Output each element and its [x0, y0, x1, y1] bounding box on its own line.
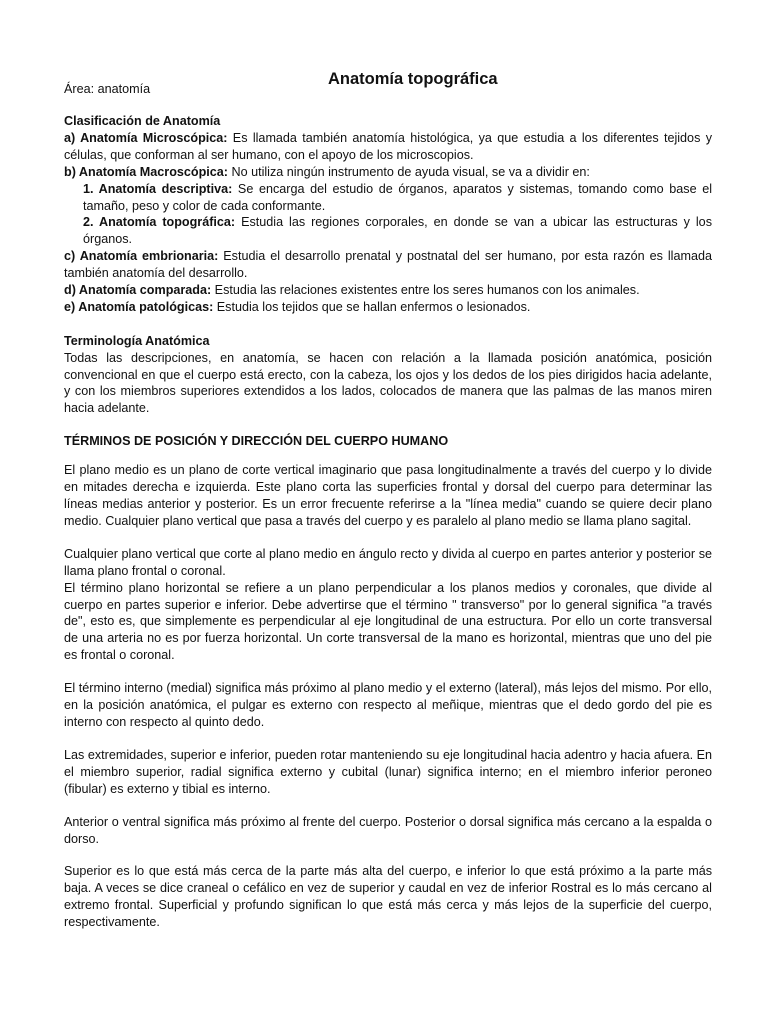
spacer	[64, 316, 712, 333]
paragraph-anterior-posterior: Anterior o ventral significa más próximo al frente del cuerpo. Posterior o dorsal significa más cercano a la espalda o dorso.	[64, 814, 712, 846]
item-a-label: a) Anatomía Microscópica:	[64, 130, 228, 145]
item-e-label: e) Anatomía patológicas:	[64, 299, 214, 314]
item-a-text: Es llamada también anatomía histológica, ya que estudia a los diferentes tejidos y células, que conforman al ser humano, con el apoyo de los microscopios.	[64, 130, 712, 162]
document-title: Anatomía topográfica	[328, 70, 498, 88]
item-c-label: c) Anatomía embrionaria:	[64, 249, 219, 264]
terminology-heading: Terminología Anatómica	[64, 333, 210, 348]
item-b1-label: 1. Anatomía descriptiva:	[83, 181, 233, 196]
item-d-label: d) Anatomía comparada:	[64, 283, 212, 298]
terminology-paragraph: Todas las descripciones, en anatomía, se hacen con relación a la llamada posición anatómica, posición convencional en que el cuerpo está erecto, con la cabeza, los ojos y los dedos de los pies dirigidos hacia adelante, y con los miembros superiores extendidos a los lados, colocados de manera que las palmas de las manos miren hacia adelante.	[64, 350, 712, 416]
document-body	[64, 113, 712, 947]
paragraph-extremidades: Las extremidades, superior e inferior, pueden rotar manteniendo su eje longitudinal hacia adentro y hacia afuera. En el miembro superior, radial significa externo y cubital (lunar) significa interno; en el miembro inferior peroneo (fibular) es externo y tibial es interno.	[64, 747, 712, 796]
classification-item-d	[64, 282, 712, 299]
item-b1-text: Se encarga del estudio de órganos, aparatos y sistemas, tomando como base el tamaño, peso y color de cada conformante.	[83, 181, 712, 213]
item-e-text: Estudia los tejidos que se hallan enfermos o lesionados.	[213, 299, 531, 314]
terms-heading: TÉRMINOS DE POSICIÓN Y DIRECCIÓN DEL CUERPO HUMANO	[64, 434, 449, 449]
classification-heading: Clasificación de Anatomía	[64, 114, 221, 128]
classification-item-b1	[64, 181, 712, 215]
item-b-label: b) Anatomía Macroscópica:	[64, 164, 228, 179]
paragraph-plano-horizontal: El término plano horizontal se refiere a un plano perpendicular a los planos medios y coronales, que divide al cuerpo en partes superior e inferior. Debe advertirse que el término " transverso" por lo general significa "a través de", esto es, que simplemente es perpendicular al eje longitudinal de una estructura. Por ello un corte transversal de una arteria no es por fuerza horizontal. Un corte transversal de la mano es horizontal, mientras que uno del pie es frontal o coronal.	[64, 580, 712, 663]
classification-item-b2	[64, 214, 712, 248]
item-b2-text: Estudia las regiones corporales, en donde se van a ubicar las estructuras y los órganos.	[83, 215, 712, 247]
paragraph-plano-frontal: Cualquier plano vertical que corte al plano medio en ángulo recto y divida al cuerpo en partes anterior y posterior se llama plano frontal o coronal.	[64, 546, 712, 578]
paragraph-plano-medio: El plano medio es un plano de corte vertical imaginario que pasa longitudinalmente a través del cuerpo y lo divide en mitades derecha e izquierda. Este plano corta las superficies frontal y dorsal del cuerpo para determinar las líneas medias anterior y posterior. Es un error frecuente referirse a la "línea media" cuando se quiere decir plano medio. Cualquier plano vertical que pasa a través del cuerpo y es paralelo al plano medio se llama plano sagital.	[64, 463, 712, 528]
classification-item-c	[64, 248, 712, 282]
item-d-text: Estudia las relaciones existentes entre los seres humanos con los animales.	[211, 283, 640, 298]
classification-item-b	[64, 164, 712, 181]
area-label: Área: anatomía	[64, 82, 151, 96]
item-c-text: Estudia el desarrollo prenatal y postnatal del ser humano, por esta razón es llamada también anatomía del desarrollo.	[64, 249, 712, 281]
item-b-text: No utiliza ningún instrumento de ayuda visual, se va a dividir en:	[227, 164, 590, 179]
classification-item-a	[64, 130, 712, 164]
paragraph-superior-inferior: Superior es lo que está más cerca de la parte más alta del cuerpo, e inferior lo que está próximo a la parte más baja. A veces se dice craneal o cefálico en vez de superior y caudal en vez de inferior Rostral es lo más cercano al extremo frontal. Superficial y profundo significan lo que está más cerca y más lejos de la superficie del cuerpo, respectivamente.	[64, 864, 712, 930]
document-header	[64, 70, 716, 100]
paragraph-interno-externo: El término interno (medial) significa más próximo al plano medio y el externo (lateral), más lejos del mismo. Por ello, en la posición anatómica, el pulgar es externo con respecto al meñique, mientras que el dedo gordo del pie es interno con respecto al quinto dedo.	[64, 681, 712, 729]
classification-item-e	[64, 299, 712, 316]
item-b2-label: 2. Anatomía topográfica:	[83, 215, 236, 230]
